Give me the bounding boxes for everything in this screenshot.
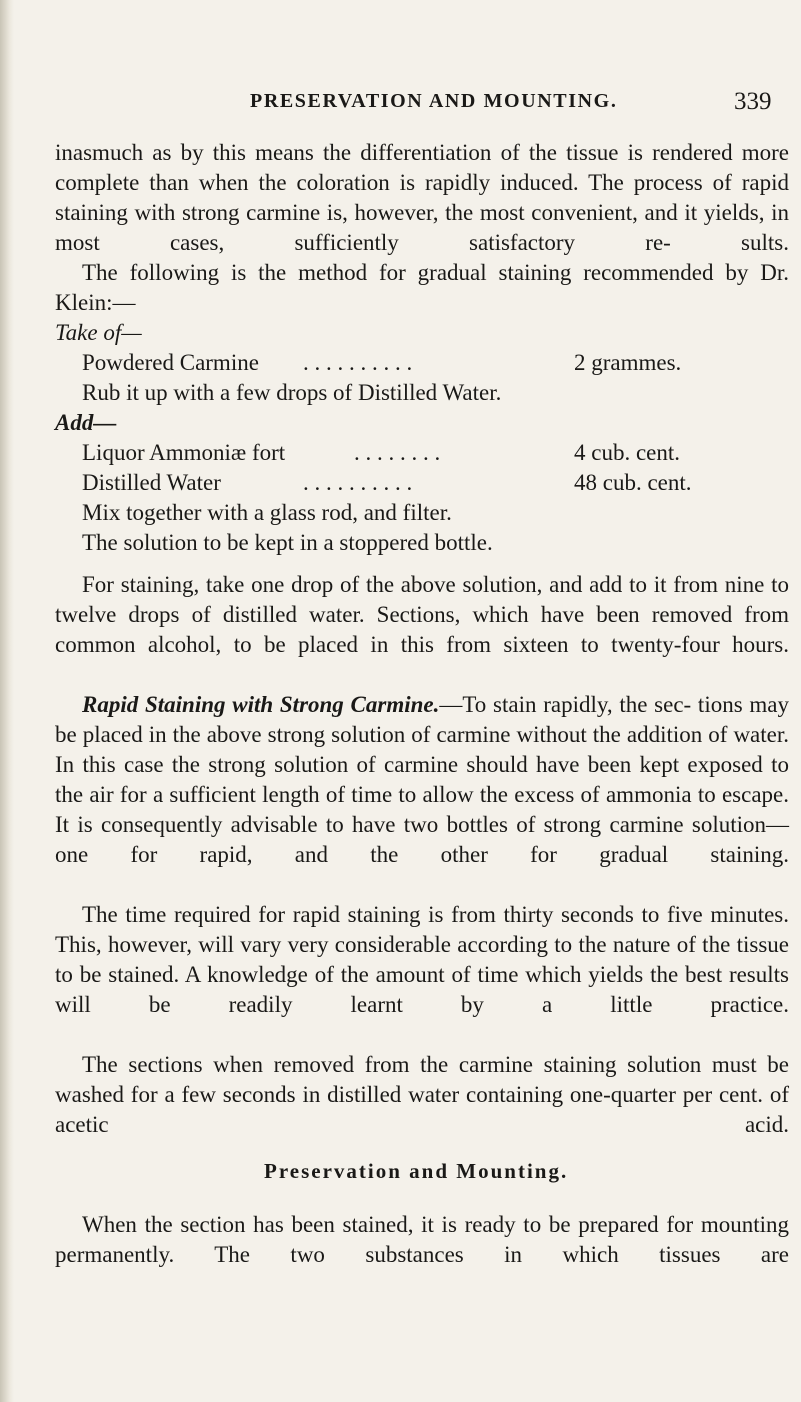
recipe-ingredient-name: Powdered Carmine	[82, 350, 259, 375]
recipe-amount: 4 cub. cent.	[574, 440, 681, 465]
section-heading: Preservation and Mounting.	[264, 1159, 569, 1183]
paragraph-washing: The sections when removed from the carmine staining solution must be washed for a few seconds in distilled water containing one-quarter per cent. of acetic acid.	[55, 1052, 789, 1137]
recipe-dot-leader: . . . . . . . .	[354, 440, 441, 465]
paragraph-run-in-title: Rapid Staining with Strong Carmine.	[82, 692, 440, 717]
recipe-ingredient-name: Liquor Ammoniæ fort	[82, 440, 286, 465]
recipe-instruction: The solution to be kept in a stoppered bottle.	[82, 530, 493, 555]
page-number: 339	[734, 88, 772, 115]
paragraph-mounting: When the section has been stained, it is ready to be prepared for mounting permanently. The two substances in which tissues are	[55, 1212, 789, 1267]
paragraph-staining	[55, 570, 789, 690]
paragraph-continuation: inasmuch as by this means the differentiation of the tissue is rendered more complete than when the coloration is rapidly induced. The process of rapid staining with strong carmine is, however, the most convenient, and it yields, in most cases, sufficiently satisfactory re- sults.	[55, 140, 789, 255]
recipe-take-of: Take of—	[55, 320, 142, 345]
paragraph-text: —To stain rapidly, the sec- tions may be placed in the above strong solution of carmine without the addition of water. In this case the strong solution of carmine should have been kept exposed to the air for a sufficient length of time to allow the excess of ammonia to escape. It is consequently advisable to have two bottles of strong carmine solution—one for rapid, and the other for gradual staining.	[55, 692, 789, 867]
running-head: PRESERVATION AND MOUNTING.	[250, 90, 618, 112]
recipe-instruction: Mix together with a glass rod, and filter.	[82, 500, 452, 525]
recipe-amount: 2 grammes.	[574, 350, 682, 375]
recipe-dot-leader: . . . . . . . . . .	[303, 350, 413, 375]
recipe-dot-leader: . . . . . . . . . .	[303, 470, 413, 495]
recipe-add: Add—	[55, 410, 117, 435]
paragraph-rapid-staining	[55, 690, 789, 900]
paragraph-staining-time: The time required for rapid staining is from thirty seconds to five minutes. This, however, will vary very considerable according to the nature of the tissue to be stained. A knowledge of the amount of time which yields the best results will be readily learnt by a little practice.	[55, 902, 789, 1017]
recipe-ingredient-name: Distilled Water	[82, 470, 221, 495]
recipe-instruction: Rub it up with a few drops of Distilled Water.	[82, 380, 502, 405]
paragraph-text: For staining, take one drop of the above solution, and add to it from nine to twelve drops of distilled water. Sections, which have been removed from common alcohol, to be placed in this from sixteen to twenty-four hours.	[55, 572, 789, 657]
paragraph-klein-method: The following is the method for gradual staining recommended by Dr. Klein:—	[55, 260, 789, 315]
recipe-amount: 48 cub. cent.	[574, 470, 692, 495]
